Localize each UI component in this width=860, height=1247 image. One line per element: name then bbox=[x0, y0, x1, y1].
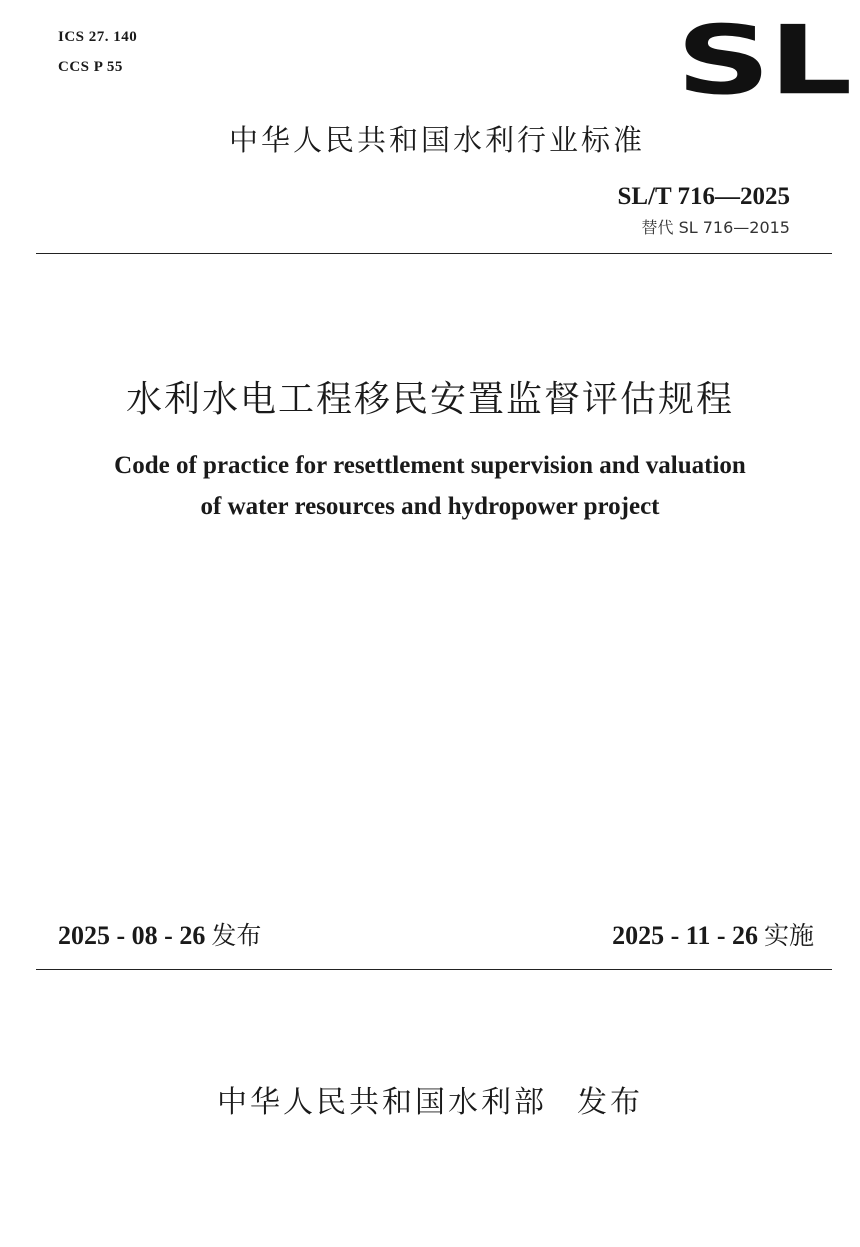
document-title-en-line2: of water resources and hydropower project bbox=[200, 493, 660, 520]
replaces-standard: 替代 SL 716—2015 bbox=[641, 218, 790, 237]
document-title-cn: 水利水电工程移民安置监督评估规程 bbox=[125, 379, 734, 420]
publisher-action: 发布 bbox=[577, 1085, 643, 1120]
implementation-date: 2025 - 11 - 26 bbox=[612, 921, 758, 950]
issue-date-block bbox=[58, 916, 261, 952]
issue-date: 2025 - 08 - 26 bbox=[58, 921, 206, 950]
ics-code: ICS 27. 140 bbox=[58, 29, 138, 45]
implementation-label: 实施 bbox=[763, 921, 814, 950]
publisher-line bbox=[0, 1077, 860, 1121]
publisher-org: 中华人民共和国水利部 bbox=[217, 1085, 547, 1120]
implementation-date-block bbox=[612, 916, 814, 952]
standard-number: SL/T 716—2025 bbox=[617, 183, 790, 210]
bottom-divider bbox=[36, 969, 832, 970]
document-title-en-line1: Code of practice for resettlement supervision and valuation bbox=[114, 452, 746, 479]
ccs-code: CCS P 55 bbox=[58, 59, 123, 75]
industry-standard-heading: 中华人民共和国水利行业标准 bbox=[228, 123, 645, 157]
issue-label: 发布 bbox=[211, 921, 262, 950]
sl-logo: SL bbox=[676, 6, 850, 117]
top-divider bbox=[36, 253, 832, 254]
